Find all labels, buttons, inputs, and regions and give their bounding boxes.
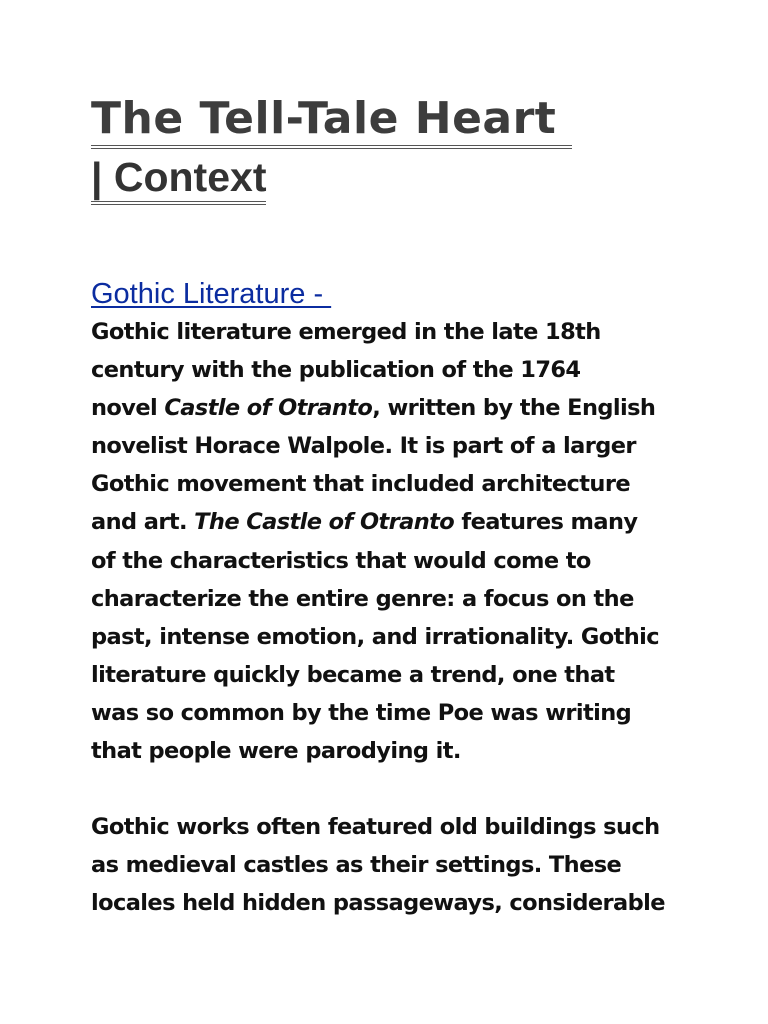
text-run: locales held hidden passageways, considerable [91,890,665,917]
text-run: century with the publication of the 1764 [91,357,581,384]
text-run: Gothic movement that included architecture [91,471,631,498]
page-title [91,93,691,205]
text-run: as medieval castles as their settings. These [91,852,622,879]
text-line [91,503,691,541]
paragraph-gothic-settings [91,808,691,922]
text-line [91,389,691,427]
text-line [91,884,691,922]
italic-title: The Castle of Otranto [194,509,455,536]
text-run: literature quickly became a trend, one that [91,661,615,688]
title-line-1: The Tell-Tale Heart [91,93,572,149]
text-line [91,694,691,732]
text-line [91,580,691,618]
text-line [91,542,691,580]
text-run: novelist Horace Walpole. It is part of a larger [91,433,636,460]
text-run: was so common by the time Poe was writing [91,699,632,726]
text-run: novel [91,395,165,422]
text-line [91,465,691,503]
text-run: that people were parodying it. [91,738,461,765]
italic-title: Castle of Otranto [164,395,373,422]
text-run: Gothic works often featured old buildings such [91,814,660,841]
text-run: past, intense emotion, and irrationality. Gothic [91,623,660,650]
text-run: , written by the English [372,395,656,422]
text-run: of the characteristics that would come to [91,547,591,574]
text-line [91,846,691,884]
text-run: characterize the entire genre: a focus on the [91,585,634,612]
text-run: and art. [91,509,195,536]
paragraph-gothic-origins [91,313,691,770]
text-run: features many [454,509,638,536]
text-line [91,427,691,465]
text-line [91,313,691,351]
text-run: Gothic literature emerged in the late 18th [91,319,601,345]
text-line [91,808,691,846]
title-line-2: | Context [91,153,266,205]
text-line [91,618,691,656]
document-body [91,93,691,922]
text-line [91,732,691,770]
text-line [91,351,691,389]
gothic-literature-heading-link[interactable]: Gothic Literature - [91,278,332,310]
text-line [91,656,691,694]
